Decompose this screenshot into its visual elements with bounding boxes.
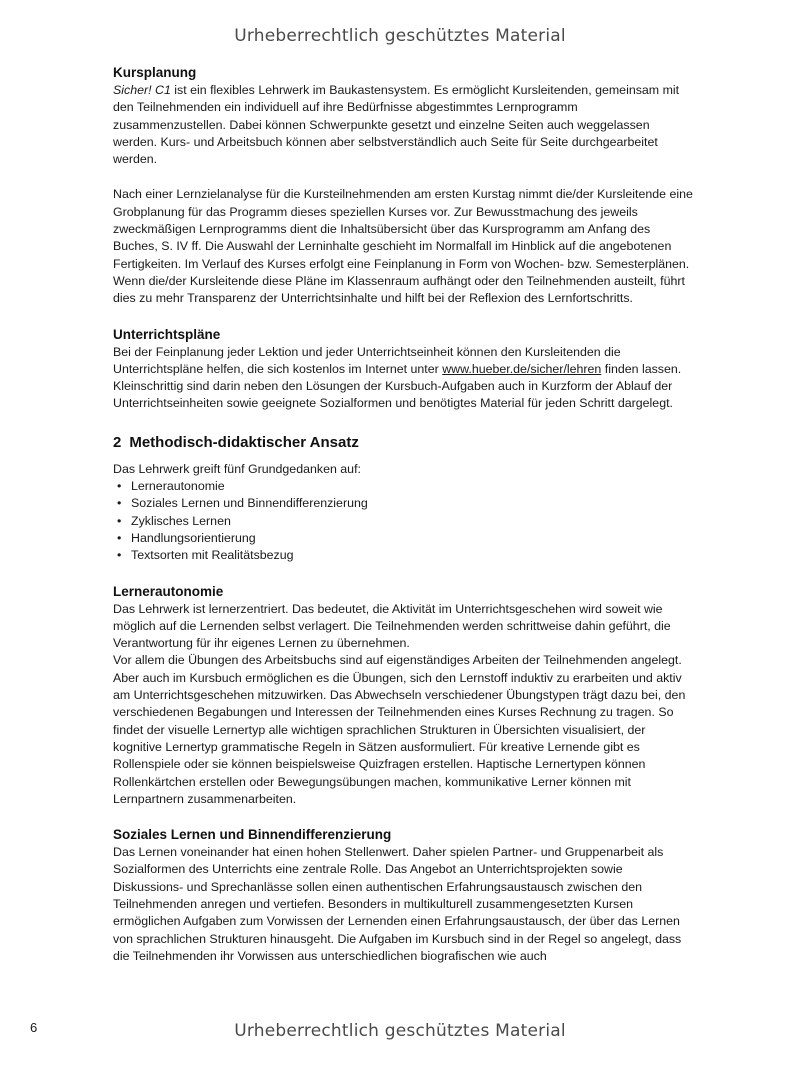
watermark-top: Urheberrechtlich geschütztes Material xyxy=(234,26,566,46)
paragraph-lernerautonomie-2: Vor allem die Übungen des Arbeitsbuchs sind auf eigenständiges Arbeiten der Teilnehmenden angelegt. Aber auch im Kursbuch ermöglichen es die Übungen, sich den Lernstoff induktiv zu erarbeiten und aktiv am Unterrichtsgeschehen mitzuwirken. Das Abwechseln verschiedener Übungstypen trägt dazu bei, den verschiedenen Begabungen und Interessen der Teilnehmenden eines Kurses Rechnung zu tragen. So findet der visuelle Lernertyp alle wichtigen sprachlichen Strukturen in Übersichten visualisiert, der kognitive Lernertyp grammatische Regeln in Sätzen ausformuliert. Für kreative Lernende gibt es Rollenspiele oder sie können beispielsweise Quizfragen erstellen. Haptische Lernertypen können Rollenkärtchen erstellen oder Bewegungsübungen machen, kommunikative Lerner können mit Lernpartnern zusammenarbeiten. xyxy=(113,653,686,806)
watermark-bottom: Urheberrechtlich geschütztes Material xyxy=(234,1021,566,1041)
paragraph-kursplanung-2: Nach einer Lernzielanalyse für die Kursteilnehmenden am ersten Kurstag nimmt die/der Kursleitende eine Grobplanung für das Programm dieses speziellen Kurses vor. Zur Bewusstmachung des jeweils zweckmäßigen Lernprogramms dient die Inhaltsübersicht über das Kursprogramm am Anfang des Buches, S. IV ff. Die Auswahl der Lerninhalte geschieht im Normalfall im Hinblick auf die angebotenen Fertigkeiten. Im Verlauf des Kurses erfolgt eine Feinplanung in Form von Wochen- bzw. Semesterplänen. Wenn die/der Kursleitende diese Pläne im Klassenraum aufhängt oder den Teilnehmenden austeilt, führt dies zu mehr Transparenz der Unterrichtsinhalte und hilft bei der Reflexion des Lernfortschritts. xyxy=(113,187,693,306)
paragraph-lernerautonomie-1: Das Lehrwerk ist lernerzentriert. Das bedeutet, die Aktivität im Unterrichtsgeschehen wird soweit wie möglich auf die Lernenden selbst verlagert. Die Teilnehmenden werden schrittweise dahin geführt, die Verantwortung für ihr eigenes Lernen zu übernehmen. xyxy=(113,601,671,651)
paragraph-kursplanung-1 xyxy=(113,82,693,168)
section-heading-2 xyxy=(113,433,693,453)
heading-lernerautonomie: Lernerautonomie xyxy=(113,583,224,599)
list-item: • Soziales Lernen und Binnendifferenzierung xyxy=(113,495,693,512)
list-item: • Handlungsorientierung xyxy=(113,530,693,547)
list-item: • Zyklisches Lernen xyxy=(113,513,693,530)
page-number: 6 xyxy=(30,1020,38,1035)
paragraph-unterrichtsplaene xyxy=(113,344,693,413)
heading-unterrichtsplaene: Unterrichtspläne xyxy=(113,326,221,342)
bullet-list xyxy=(113,478,693,564)
paragraph-soziales-1: Das Lernen voneinander hat einen hohen Stellenwert. Daher spielen Partner- und Gruppenarbeit als Sozialformen des Unterrichts eine zentrale Rolle. Das Angebot an Unterrichtsprojekten sowie Diskussions- und Sprechanlässe sollen einen authentischen Erfahrungsaustausch zwischen den Teilnehmenden anregen und vertiefen. Besonders in multikulturell zusammengesetzten Kursen ermöglichen Aufgaben zum Vorwissen der Lernenden einen Erfahrungsaustausch, der über das Lernen von sprachlichen Strukturen hinausgeht. Die Aufgaben im Kursbuch sind in der Regel so angelegt, dass die Teilnehmenden ihr Vorwissen aus unterschiedlichen biografischen wie auch xyxy=(113,845,682,963)
book-title: Sicher! C1 xyxy=(113,83,171,97)
paragraph-text: ist ein flexibles Lehrwerk im Baukastensystem. Es ermöglicht Kursleitenden, gemeinsam mit den Teilnehmenden ein individuell auf ihre Bedürfnisse abgestimmtes Lernprogramm zusammenzustellen. Dabei können Schwerpunkte gesetzt und einzelne Seiten auch weggelassen werden. Kurs- und Arbeitsbuch können aber selbstverständlich auch Seite für Seite durchgearbeitet werden. xyxy=(113,83,680,167)
section-number: 2 xyxy=(113,433,122,451)
hueber-link[interactable]: www.hueber.de/sicher/lehren xyxy=(442,361,602,376)
heading-soziales-lernen: Soziales Lernen und Binnendifferenzierung xyxy=(113,827,392,843)
list-item: • Textsorten mit Realitätsbezug xyxy=(113,547,693,564)
page-content xyxy=(113,64,693,965)
heading-kursplanung: Kursplanung xyxy=(113,65,197,80)
list-item: • Lernerautonomie xyxy=(113,478,693,495)
paragraph-text: Bei der Feinplanung jeder Lektion und jeder Unterrichtseinheit können den Kursleitenden die Unterrichtspläne helfen, die sich kostenlos im Internet unter xyxy=(113,344,621,376)
section-intro: Das Lehrwerk greift fünf Grundgedanken auf: xyxy=(113,461,361,476)
paragraph-text: finden lassen. Kleinschrittig sind darin neben den Lösungen der Kursbuch-Aufgaben auch in Kurzform der Ablauf der Unterrichtseinheiten sowie geeignete Sozialformen und benötigtes Material für jeden Schritt dargelegt. xyxy=(113,361,682,411)
section-title: Methodisch-didaktischer Ansatz xyxy=(129,433,359,451)
